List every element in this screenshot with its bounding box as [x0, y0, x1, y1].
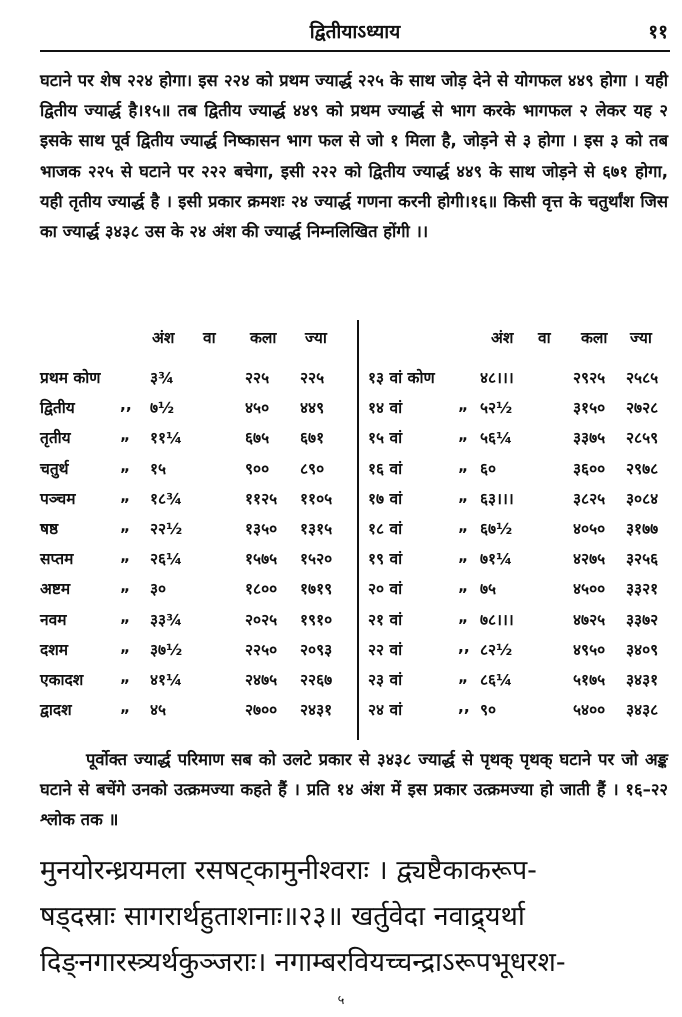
col-ansha: अंश [152, 329, 175, 347]
angle-name: २० वां [368, 580, 403, 599]
angle-name: १६ वां [368, 459, 403, 478]
closing-paragraph: पूर्वोक्त ज्यार्द्ध परिमाण सब को उलटे प्रकार से ३४३८ ज्यार्द्ध से पृथक् पृथक् घटाने पर जो अङ्क घटाने से बचेंगे उनको उत्क्रमज्या कहते हैं । प्रति १४ अंश में इस प्रकार उत्क्रमज्या हो जाती हैं । १६–२२ श्लोक तक ॥ [40, 750, 668, 829]
degree-value: ६७½ [480, 520, 513, 538]
ditto-mark: „ [120, 547, 131, 566]
table-row [40, 517, 355, 541]
minute-value: २०२५ [245, 610, 278, 629]
minute-value: ९०० [245, 459, 270, 478]
angle-name: प्रथम कोण [40, 369, 101, 387]
sine-value: २८५९ [626, 429, 659, 448]
ditto-mark: „ [120, 607, 131, 626]
ditto-mark: „ [458, 426, 469, 445]
col-ansha: अंश [491, 329, 514, 347]
sine-value: ४४९ [300, 399, 325, 418]
sine-value: २२५ [300, 369, 325, 387]
signature-mark: ५ [337, 993, 345, 1008]
verse-line: षड्दस्राः सागरार्थहुताशनाः॥२३॥ खर्तुवेदा नवाद्र्यर्था [40, 901, 525, 932]
angle-name: द्वितीय [40, 399, 75, 418]
degree-value: ६० [480, 459, 497, 478]
degree-value: ३७½ [150, 640, 183, 659]
ditto-mark: „ [458, 456, 469, 475]
angle-name: एकादश [40, 671, 84, 689]
angle-name: २१ वां [368, 610, 403, 629]
angle-name: चतुर्थ [40, 459, 69, 478]
sine-value: २०९३ [300, 640, 333, 659]
ditto-mark: „ [120, 517, 131, 535]
ditto-mark: „ [120, 486, 131, 505]
angle-name: १८ वां [368, 520, 403, 538]
angle-name: १५ वां [368, 429, 403, 448]
sine-value: २९७८ [626, 459, 659, 478]
sine-value: ३४३८ [626, 701, 659, 720]
sine-value: ११०५ [300, 489, 333, 508]
col-va: वा [203, 329, 216, 347]
angle-name: २२ वां [368, 640, 403, 659]
ditto-mark: ,, [120, 396, 132, 415]
degree-value: ७८।।। [480, 610, 514, 629]
intro-paragraph: घटाने पर शेष २२४ होगा। इस २२४ को प्रथम ज्यार्द्ध २२५ के साथ जोड़ देने से योगफल ४४९ होगा । यही द्वितीय ज्यार्द्ध है।१५॥ तब द्वितीय ज्यार्द्ध ४४९ को प्रथम ज्यार्द्ध से भाग करके भागफल २ लेकर यह २ इसके साथ पूर्व द्वितीय ज्यार्द्ध निष्कासन भाग फल से जो १ मिला है, जोड़ने से ३ होगा । इस ३ को तब भाजक २२५ से घटाने पर २२२ बचेगा, इसी २२२ को द्वितीय ज्यार्द्ध ४४९ के साथ जोड़ने से ६७१ होगा, यही तृतीय ज्यार्द्ध है । इसी प्रकार क्रमशः २४ ज्यार्द्ध गणना करनी होगी।१६॥ किसी वृत्त के चतुर्थांश जिस का ज्यार्द्ध ३४३८ उस के २४ अंश की ज्यार्द्ध निम्नलिखित होंगी ।। [40, 71, 668, 242]
table-row [40, 396, 355, 420]
minute-value: ३१५० [573, 399, 606, 418]
minute-value: २९२५ [573, 369, 606, 387]
sine-table-right [368, 326, 674, 746]
degree-value: १८¾ [150, 489, 183, 508]
col-jya: ज्या [305, 329, 327, 347]
angle-name: २३ वां [368, 671, 403, 689]
angle-name: द्वादश [40, 701, 72, 720]
minute-value: ४०५० [573, 520, 606, 538]
sine-value: २२६७ [300, 671, 333, 689]
col-jya: ज्या [630, 329, 652, 347]
degree-value: २६¼ [150, 550, 183, 569]
degree-value: ८६¼ [480, 671, 513, 689]
angle-name: १३ वां कोण [368, 369, 435, 387]
ditto-mark: „ [458, 547, 469, 566]
table-row [368, 366, 674, 390]
degree-value: ९० [480, 701, 497, 720]
ditto-mark: „ [120, 577, 131, 596]
table-row [40, 487, 355, 511]
sine-value: ३४०९ [626, 640, 659, 659]
minute-value: २२५ [245, 369, 270, 387]
angle-name: १४ वां [368, 399, 403, 418]
degree-value: ७½ [150, 399, 175, 418]
table-header-left [40, 326, 355, 350]
table-row [368, 608, 674, 632]
angle-name: षष्ठ [40, 520, 59, 538]
table-row [40, 698, 355, 722]
minute-value: ४२७५ [573, 550, 606, 569]
minute-value: १५७५ [245, 550, 278, 569]
ditto-mark: „ [120, 456, 131, 475]
sine-value: ३०८४ [626, 489, 659, 508]
sine-value: ३२५६ [626, 550, 659, 569]
angle-name: १९ वां [368, 550, 403, 569]
sine-value: २५८५ [626, 369, 659, 387]
angle-name: सप्तम [40, 550, 74, 569]
minute-value: २४७५ [245, 671, 278, 689]
sine-value: १९१० [300, 610, 333, 629]
sine-value: १७१९ [300, 580, 333, 599]
verse-line: मुनयोरन्ध्रयमला रसषट्कामुनीश्वराः । द्व्यष्टैकाकरूप- [40, 855, 537, 886]
degree-value: ५६¼ [480, 429, 513, 448]
degree-value: ५२½ [480, 399, 513, 418]
minute-value: १३५० [245, 520, 278, 538]
table-row [40, 638, 355, 662]
sine-value: ८९० [300, 459, 325, 478]
table-row [40, 457, 355, 481]
table-row [368, 457, 674, 481]
degree-value: ८२½ [480, 640, 513, 659]
degree-value: ३३¾ [150, 610, 183, 629]
sine-value: १५२० [300, 550, 333, 569]
minute-value: ११२५ [245, 489, 278, 508]
sine-value: २४३१ [300, 701, 333, 720]
angle-name: २४ वां [368, 701, 403, 720]
chapter-title: द्वितीयाऽध्याय [309, 21, 401, 43]
verse-line: दिङ्नगारस्त्र्यर्थकुञ्जराः। नगाम्बरवियच्चन्द्राऽरूपभूधरश- [40, 947, 566, 978]
degree-value: ७१¼ [480, 550, 513, 569]
minute-value: ४५०० [573, 580, 606, 599]
ditto-mark: „ [458, 577, 469, 596]
table-row [40, 668, 355, 692]
degree-value: ४८।।। [480, 369, 514, 387]
table-row [368, 577, 674, 601]
running-header [40, 16, 670, 52]
table-row [368, 517, 674, 541]
degree-value: ३० [150, 580, 167, 599]
ditto-mark: „ [120, 668, 131, 686]
angle-name: १७ वां [368, 489, 403, 508]
degree-value: ११¼ [150, 429, 183, 448]
ditto-mark: „ [120, 698, 131, 717]
sine-value: ३३७२ [626, 610, 659, 629]
degree-value: ४१¼ [150, 671, 183, 689]
ditto-mark: „ [120, 426, 131, 445]
table-row [368, 487, 674, 511]
table-row [368, 547, 674, 571]
minute-value: ३६०० [573, 459, 606, 478]
table-row [368, 698, 674, 722]
table-row [368, 396, 674, 420]
minute-value: १८०० [245, 580, 278, 599]
angle-name: नवम [40, 610, 67, 629]
sine-value: २७२८ [626, 399, 659, 418]
ditto-mark: „ [458, 668, 469, 686]
minute-value: ५१७५ [573, 671, 606, 689]
sine-value: ३४३१ [626, 671, 659, 689]
degree-value: ६३।।। [480, 489, 514, 508]
table-row [40, 426, 355, 450]
ditto-mark: „ [458, 517, 469, 535]
sine-value: ३३२१ [626, 580, 659, 599]
degree-value: २२½ [150, 520, 183, 538]
minute-value: ४५० [245, 399, 270, 418]
ditto-mark: „ [120, 637, 131, 656]
table-divider [357, 320, 359, 740]
degree-value: ३¾ [150, 369, 175, 387]
minute-value: ३८२५ [573, 489, 606, 508]
angle-name: अष्टम [40, 580, 71, 599]
table-row [368, 426, 674, 450]
degree-value: ७५ [480, 580, 497, 599]
minute-value: ४७२५ [573, 610, 606, 629]
table-row [40, 577, 355, 601]
table-row [368, 668, 674, 692]
ditto-mark: ,, [458, 637, 470, 656]
degree-value: १५ [150, 459, 167, 478]
angle-name: दशम [40, 640, 69, 659]
ditto-mark: „ [458, 396, 469, 415]
col-va: वा [538, 329, 551, 347]
table-header-right [368, 326, 674, 350]
degree-value: ४५ [150, 701, 167, 720]
minute-value: ३३७५ [573, 429, 606, 448]
sine-value: १३१५ [300, 520, 333, 538]
table-row [40, 608, 355, 632]
col-kala: कला [581, 329, 608, 347]
minute-value: ६७५ [245, 429, 270, 448]
minute-value: २२५० [245, 640, 278, 659]
page-number: ११ [648, 21, 668, 43]
ditto-mark: ,, [458, 698, 470, 717]
angle-name: पञ्चम [40, 489, 76, 508]
minute-value: २७०० [245, 701, 278, 720]
sine-value: ३१७७ [626, 520, 659, 538]
sine-table-left [40, 326, 355, 746]
ditto-mark: „ [458, 486, 469, 505]
col-kala: कला [250, 329, 277, 347]
minute-value: ४९५० [573, 640, 606, 659]
table-row [368, 638, 674, 662]
table-row [40, 547, 355, 571]
sine-value: ६७१ [300, 429, 325, 448]
angle-name: तृतीय [40, 429, 71, 448]
ditto-mark: „ [458, 607, 469, 626]
table-row [40, 366, 355, 390]
minute-value: ५४०० [573, 701, 606, 720]
